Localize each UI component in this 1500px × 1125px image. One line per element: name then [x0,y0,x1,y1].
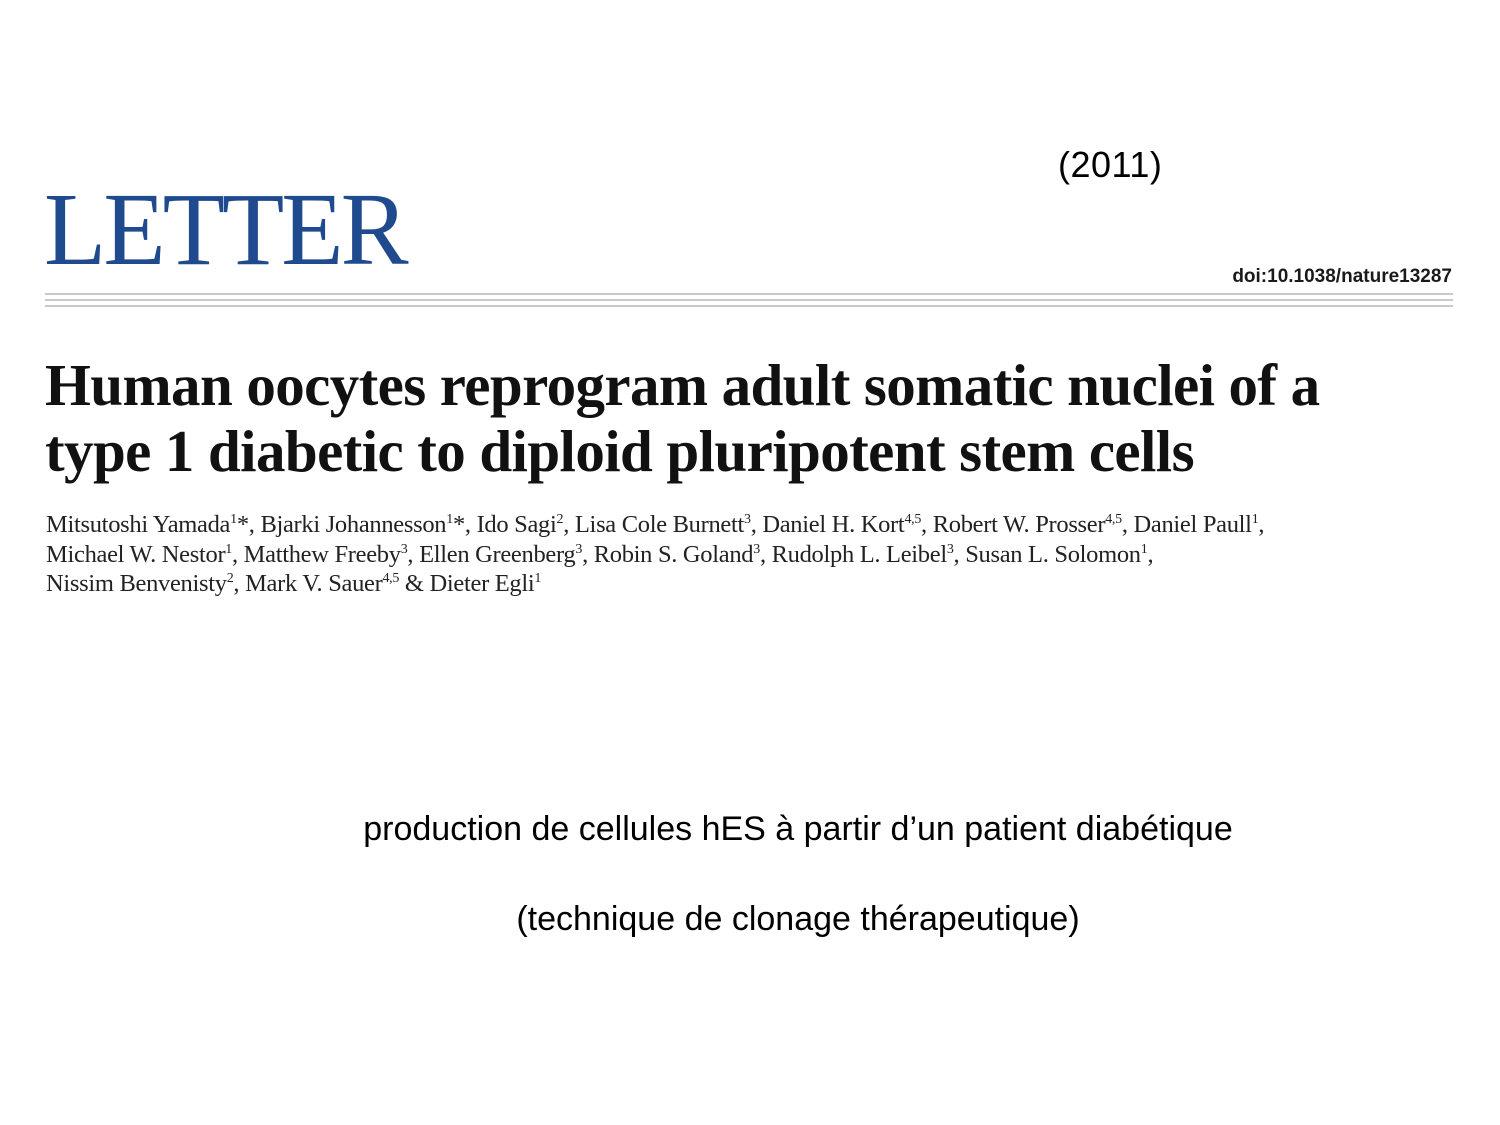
author-line [46,569,1466,599]
affiliation-marker: 3 [575,541,583,557]
header-rule [45,299,1453,301]
author-name: Daniel H. Kort [762,511,905,538]
author-name: Bjarki Johannesson [260,511,447,538]
affiliation-marker: 1 [534,571,542,586]
author-name: Matthew Freeby [243,540,401,568]
affiliation-marker: 4,5 [382,571,400,586]
affiliation-marker: 2 [556,512,564,527]
author-name: Ellen Greenberg [419,540,576,568]
affiliation-marker: 4,5 [1105,512,1122,527]
header-rule [45,305,1453,307]
author-separator: , [759,540,772,568]
author-separator: , [248,511,261,538]
author-separator: , [232,540,244,568]
equal-contribution-marker: * [452,511,465,538]
author-name: Rudolph L. Leibel [771,540,947,568]
year-label: (2011) [1058,144,1163,185]
affiliation-marker: 3 [743,512,751,527]
author-name: Michael W. Nestor [46,540,226,568]
author-name: Robert W. Prosser [932,511,1106,538]
author-separator: , [582,540,594,568]
author-separator: , [921,511,933,538]
affiliation-marker: 2 [226,571,234,586]
author-separator: & [399,570,430,597]
author-separator: , [563,511,575,538]
header-rule [45,293,1453,295]
author-name: Nissim Benvenisty [46,570,227,597]
author-separator: , [1147,540,1154,568]
section-heading: LETTER [44,172,406,287]
affiliation-marker: 3 [753,541,760,557]
author-name: Mitsutoshi Yamada [46,511,231,538]
affiliation-marker: 3 [400,541,408,557]
caption-line: production de cellules hES à partir d’un patient diabétique [363,810,1233,848]
author-separator: , [750,511,763,538]
author-name: Ido Sagi [476,511,557,538]
author-separator: , [407,540,420,568]
article-title [45,352,1465,484]
author-line [46,510,1466,540]
author-separator: , [233,570,246,597]
author-name: Dieter Egli [429,570,535,597]
author-separator: , [953,540,966,568]
affiliation-marker: 1 [225,541,232,557]
author-name: Mark V. Sauer [245,570,383,597]
author-separator: , [464,511,477,538]
caption-line: (technique de clonage thérapeutique) [516,900,1080,938]
article-title-line: type 1 diabetic to diploid pluripotent stem cells [45,418,1194,484]
author-name: Lisa Cole Burnett [574,511,744,538]
doi-label: doi:10.1038/nature13287 [1232,266,1452,287]
affiliation-marker: 1 [446,512,453,527]
author-separator: , [1258,511,1265,538]
author-name: Robin S. Goland [593,540,754,568]
author-name: Susan L. Solomon [965,540,1141,568]
affiliation-marker: 4,5 [904,512,922,527]
article-title-line: Human oocytes reprogram adult somatic nuclei of a [45,352,1320,418]
affiliation-marker: 1 [230,512,237,527]
author-separator: , [1121,511,1134,538]
affiliation-marker: 3 [946,541,954,557]
equal-contribution-marker: * [236,511,249,538]
author-name: Daniel Paull [1133,511,1252,538]
affiliation-marker: 1 [1251,512,1259,527]
affiliation-marker: 1 [1140,541,1148,557]
author-list [46,510,1466,599]
author-line [46,540,1466,570]
